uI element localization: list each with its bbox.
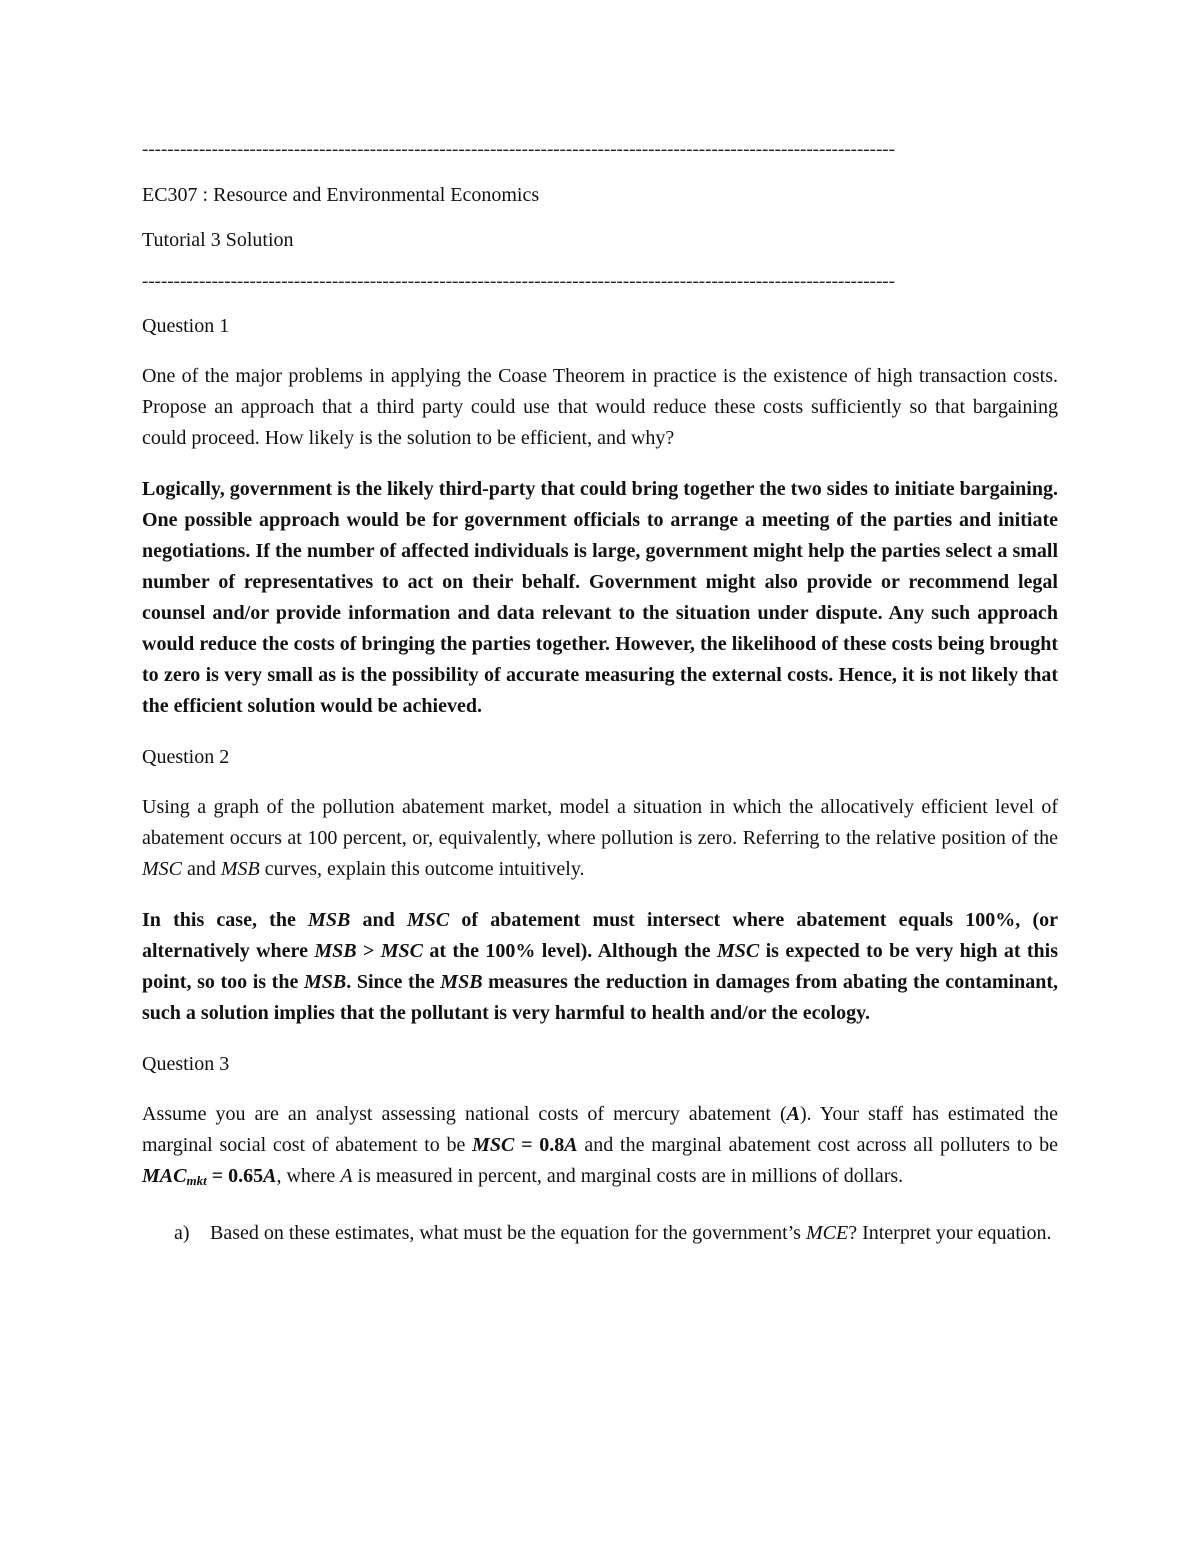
- question-2-title: Question 2: [142, 746, 230, 768]
- question-1-prompt: One of the major problems in applying the Coase Theorem in practice is the existence of high transaction costs. Propose an approach that a third party could use that would reduce these costs sufficiently so that bargaining could proceed. How likely is the solution to be efficient, and why?: [142, 365, 1058, 449]
- question-1-title: Question 1: [142, 315, 230, 337]
- header-divider: -----------------------------------------------------------------------------------------------------------------------: [142, 271, 895, 292]
- top-divider: -----------------------------------------------------------------------------------------------------------------------: [142, 139, 895, 160]
- question-3-title: Question 3: [142, 1053, 230, 1075]
- list-marker: a): [174, 1222, 190, 1244]
- question-1-answer: Logically, government is the likely third-party that could bring together the two sides to initiate bargaining. One possible approach would be for government officials to arrange a meeting of the parties and initiate negotiations. If the number of affected individuals is large, government might help the parties select a small number of representatives to act on their behalf. Government might also provide or recommend legal counsel and/or provide information and data relevant to the situation under dispute. Any such approach would reduce the costs of bringing the parties together. However, the likelihood of these costs being brought to zero is very small as is the possibility of accurate measuring the external costs. Hence, it is not likely that the efficient solution would be achieved.: [142, 478, 1058, 717]
- course-title: EC307 : Resource and Environmental Economics: [142, 184, 540, 206]
- question-3-items: [142, 1218, 1058, 1249]
- question-2-answer: In this case, the MSB and MSC of abatement must intersect where abatement equals 100%, (or alternatively where MSB > MSC at the 100% level). Although the MSC is expected to be very high at this point, so too is the MSB. Since the MSB measures the reduction in damages from abating the contaminant, such a solution implies that the pollutant is very harmful to health and/or the ecology.: [142, 909, 1059, 1024]
- document-subtitle: Tutorial 3 Solution: [142, 229, 294, 251]
- question-3-prompt: Assume you are an analyst assessing national costs of mercury abatement (A). Your staff has estimated the marginal social cost of abatement to be MSC = 0.8A and the marginal abatement cost across all polluters to be $MAC_{mkt} = 0.65A$, where A is measured in percent, and marginal costs are in millions of dollars.: [142, 1103, 1058, 1188]
- question-2-prompt: Using a graph of the pollution abatement market, model a situation in which the allocatively efficient level of abatement occurs at 100 percent, or, equivalently, where pollution is zero. Referring to the relative position of the MSC and MSB curves, explain this outcome intuitively.: [142, 796, 1058, 880]
- document-page: [142, 138, 1058, 1249]
- list-item: a) Based on these estimates, what must be the equation for the government’s MCE? Interpret your equation.: [142, 1218, 1058, 1249]
